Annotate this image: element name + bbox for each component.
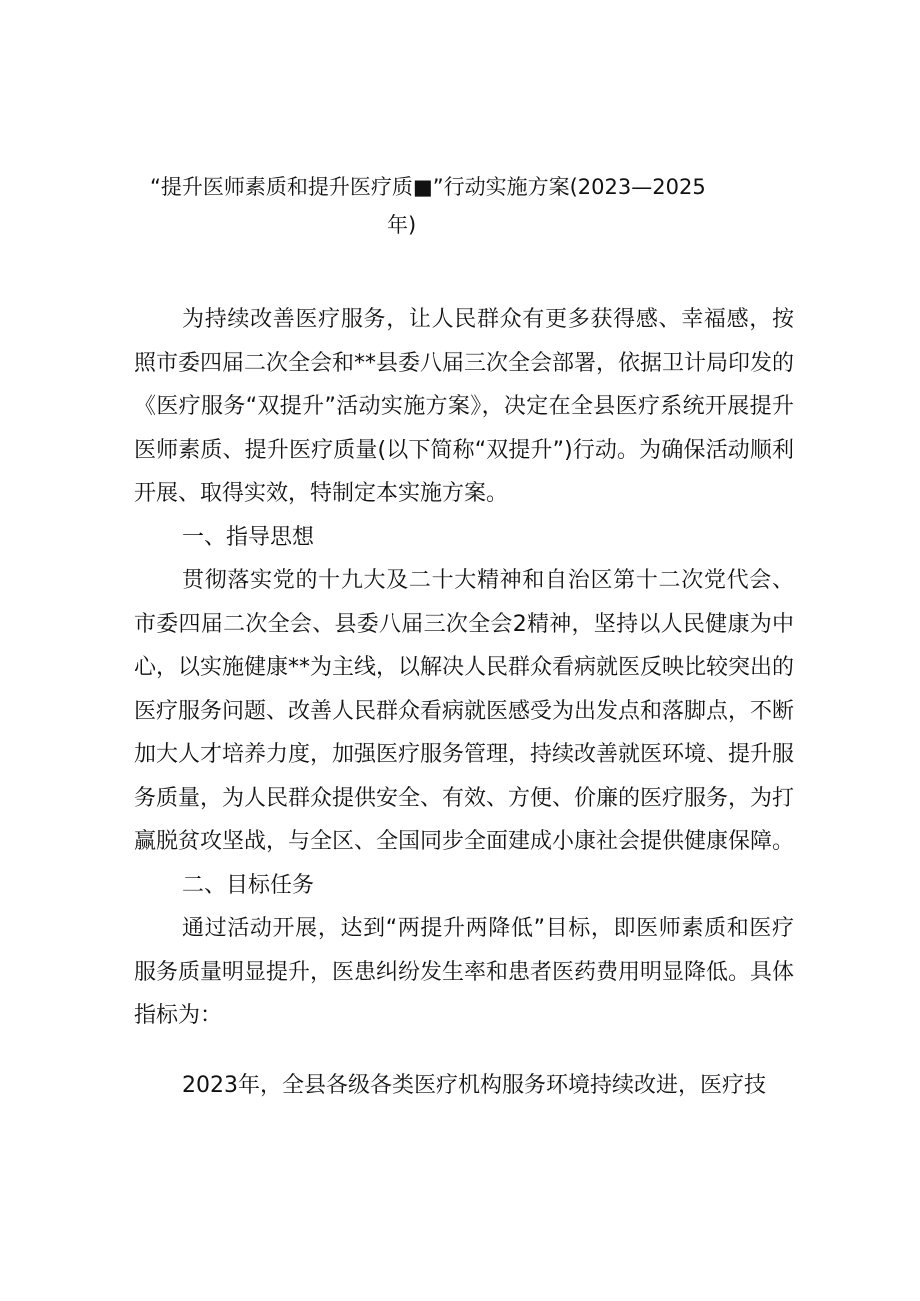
section-heading-goals: 二、目标任务 <box>182 872 315 898</box>
section-heading-guiding-thought: 一、指导思想 <box>182 524 315 550</box>
title-line-2: 年) <box>387 213 417 237</box>
title-line-1: “提升医师素质和提升医疗质■”行动实施方案(2023—2025 <box>150 175 706 199</box>
document-body <box>134 298 794 1107</box>
paragraph-guiding-thought: 贯彻落实党的十九大及二十大精神和自治区第十二次党代会、市委四届二次全会、县委八届三次全会2精神，坚持以人民健康为中心，以实施健康**为主线，以解决人民群众看病就医反映比较突出的医疗服务问题、改善人民群众看病就医感受为出发点和落脚点，不断加大人才培养力度，加强医疗服务管理，持续改善就医环境、提升服务质量，为人民群众提供安全、有效、方便、价廉的医疗服务，为打赢脱贫攻坚战，与全区、全国同步全面建成小康社会提供健康保障。 <box>134 568 795 854</box>
paragraph-intro: 为持续改善医疗服务，让人民群众有更多获得感、幸福感，按照市委四届二次全会和**县委八届三次全会部署，依据卫计局印发的《医疗服务“双提升”活动实施方案》，决定在全县医疗系统开展提升医师素质、提升医疗质量(以下简称“双提升”)行动。为确保活动顺利开展、取得实效，特制定本实施方案。 <box>134 307 795 506</box>
paragraph-goals: 通过活动开展，达到“两提升两降低”目标，即医师素质和医疗服务质量明显提升，医患纠纷发生率和患者医药费用明显降低。具体指标为： <box>134 916 795 1028</box>
document-title <box>150 168 800 244</box>
paragraph-2023-target: 2023年，全县各级各类医疗机构服务环境持续改进，医疗技 <box>182 1072 766 1098</box>
